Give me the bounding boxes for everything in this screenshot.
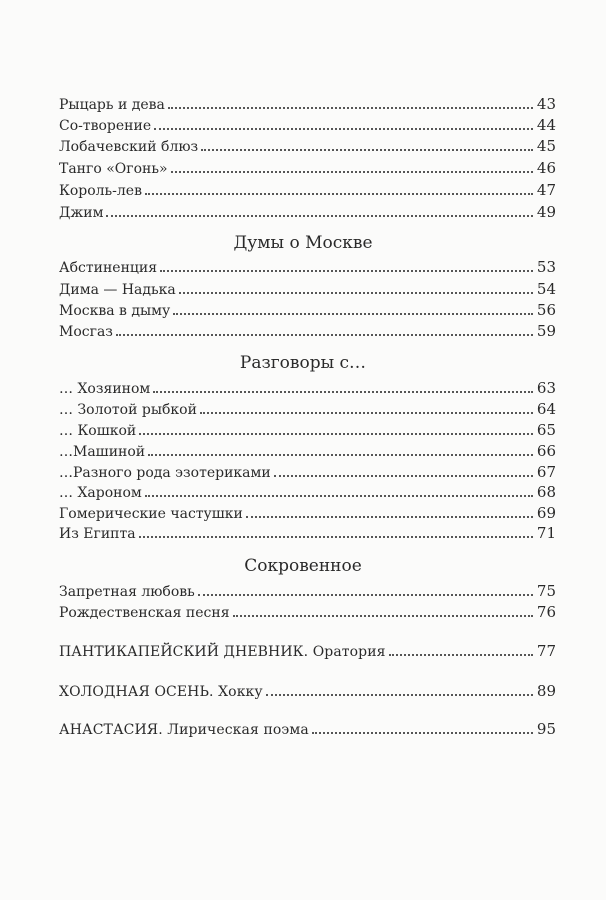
dot-leader bbox=[266, 694, 533, 696]
toc-entry[interactable] bbox=[59, 135, 556, 157]
dot-leader bbox=[171, 171, 533, 173]
toc-entry[interactable] bbox=[59, 256, 556, 278]
dot-leader bbox=[145, 495, 533, 497]
toc-entry-title: Дима — Надька bbox=[59, 282, 176, 298]
dot-leader bbox=[200, 412, 533, 414]
toc-entry-page: 75 bbox=[536, 582, 556, 600]
toc-entry[interactable] bbox=[59, 461, 556, 483]
toc-entry-title: Танго «Огонь» bbox=[59, 161, 168, 177]
dot-leader bbox=[116, 334, 533, 336]
dot-leader bbox=[246, 516, 533, 518]
toc-entry-title: Лобачевский блюз bbox=[59, 139, 199, 155]
toc-entry-title: …Разного рода эзотериками bbox=[59, 465, 271, 481]
dot-leader bbox=[198, 594, 533, 596]
toc-entry-page: 76 bbox=[536, 603, 556, 621]
dot-leader bbox=[233, 615, 533, 617]
toc-entry-page: 77 bbox=[536, 642, 556, 660]
toc-entry-title: ПАНТИКАПЕЙСКИЙ ДНЕВНИК. Оратория bbox=[59, 644, 386, 660]
toc-entry-page: 54 bbox=[536, 280, 556, 298]
toc-entry-title: Рождественская песня bbox=[59, 605, 230, 621]
toc-entry-title: … Золотой рыбкой bbox=[59, 402, 197, 418]
dot-leader bbox=[154, 128, 533, 130]
toc-entry[interactable] bbox=[59, 320, 556, 342]
toc-major-entry[interactable] bbox=[59, 718, 556, 740]
toc-entry-title: Абстиненция bbox=[59, 260, 158, 276]
dot-leader bbox=[173, 313, 533, 315]
toc-entry-title: Из Египта bbox=[59, 526, 136, 542]
toc-major-entry[interactable] bbox=[59, 640, 556, 662]
toc-entry-title: …Машиной bbox=[59, 444, 146, 460]
toc-entry-page: 56 bbox=[536, 301, 556, 319]
toc-entry[interactable] bbox=[59, 419, 556, 441]
toc-entry-title: ХОЛОДНАЯ ОСЕНЬ. Хокку bbox=[59, 684, 263, 700]
toc-entry-title: … Хароном bbox=[59, 485, 142, 501]
toc-entry-page: 59 bbox=[536, 322, 556, 340]
toc-entry-page: 89 bbox=[536, 682, 556, 700]
toc-major-entry[interactable] bbox=[59, 680, 556, 702]
toc-entry-page: 69 bbox=[536, 504, 556, 522]
toc-entry-title: Гомерические частушки bbox=[59, 506, 243, 522]
section-heading: Думы о Москве bbox=[233, 233, 373, 253]
section-heading: Сокровенное bbox=[244, 556, 362, 576]
dot-leader bbox=[160, 270, 533, 272]
toc-entry[interactable] bbox=[59, 440, 556, 462]
toc-entry[interactable] bbox=[59, 398, 556, 420]
toc-entry-title: Со-творение bbox=[59, 118, 152, 134]
toc-entry[interactable] bbox=[59, 502, 556, 524]
toc-entry-page: 67 bbox=[536, 463, 556, 481]
toc-entry-title: … Кошкой bbox=[59, 423, 137, 439]
toc-entry-page: 71 bbox=[536, 524, 556, 542]
toc-entry-title: Джим bbox=[59, 205, 104, 221]
toc-entry[interactable] bbox=[59, 580, 556, 602]
toc-entry-page: 65 bbox=[536, 421, 556, 439]
toc-entry-page: 49 bbox=[536, 203, 556, 221]
dot-leader bbox=[312, 732, 533, 734]
toc-entry[interactable] bbox=[59, 114, 556, 136]
dot-leader bbox=[139, 433, 533, 435]
toc-entry-page: 68 bbox=[536, 483, 556, 501]
toc-entry[interactable] bbox=[59, 481, 556, 503]
toc-entry-page: 46 bbox=[536, 159, 556, 177]
dot-leader bbox=[274, 475, 533, 477]
toc-entry-title: АНАСТАСИЯ. Лирическая поэма bbox=[59, 722, 309, 738]
toc-entry[interactable] bbox=[59, 93, 556, 115]
dot-leader bbox=[148, 454, 533, 456]
toc-entry-page: 44 bbox=[536, 116, 556, 134]
toc-entry[interactable] bbox=[59, 157, 556, 179]
toc-entry-page: 63 bbox=[536, 379, 556, 397]
dot-leader bbox=[139, 536, 533, 538]
toc-entry[interactable] bbox=[59, 377, 556, 399]
toc-entry-page: 45 bbox=[536, 137, 556, 155]
toc-entry[interactable] bbox=[59, 201, 556, 223]
toc-entry-title: Запретная любовь bbox=[59, 584, 195, 600]
toc-entry-title: Москва в дыму bbox=[59, 303, 171, 319]
toc-entry-page: 66 bbox=[536, 442, 556, 460]
toc-entry[interactable] bbox=[59, 601, 556, 623]
toc-entry[interactable] bbox=[59, 299, 556, 321]
dot-leader bbox=[201, 149, 533, 151]
toc-entry-title: Рыцарь и дева bbox=[59, 97, 165, 113]
toc-entry-title: … Хозяином bbox=[59, 381, 151, 397]
toc-entry-page: 95 bbox=[536, 720, 556, 738]
dot-leader bbox=[153, 391, 533, 393]
dot-leader bbox=[106, 215, 532, 217]
toc-entry-page: 64 bbox=[536, 400, 556, 418]
toc-entry-page: 43 bbox=[536, 95, 556, 113]
dot-leader bbox=[145, 193, 533, 195]
toc-entry-page: 53 bbox=[536, 258, 556, 276]
dot-leader bbox=[168, 107, 533, 109]
toc-entry[interactable] bbox=[59, 179, 556, 201]
toc-entry[interactable] bbox=[59, 278, 556, 300]
toc-entry-page: 47 bbox=[536, 181, 556, 199]
section-heading: Разговоры с… bbox=[239, 353, 367, 373]
toc-entry-title: Мосгаз bbox=[59, 324, 113, 340]
toc-entry[interactable] bbox=[59, 522, 556, 544]
toc-entry-title: Король-лев bbox=[59, 183, 142, 199]
dot-leader bbox=[179, 292, 533, 294]
dot-leader bbox=[389, 654, 533, 656]
